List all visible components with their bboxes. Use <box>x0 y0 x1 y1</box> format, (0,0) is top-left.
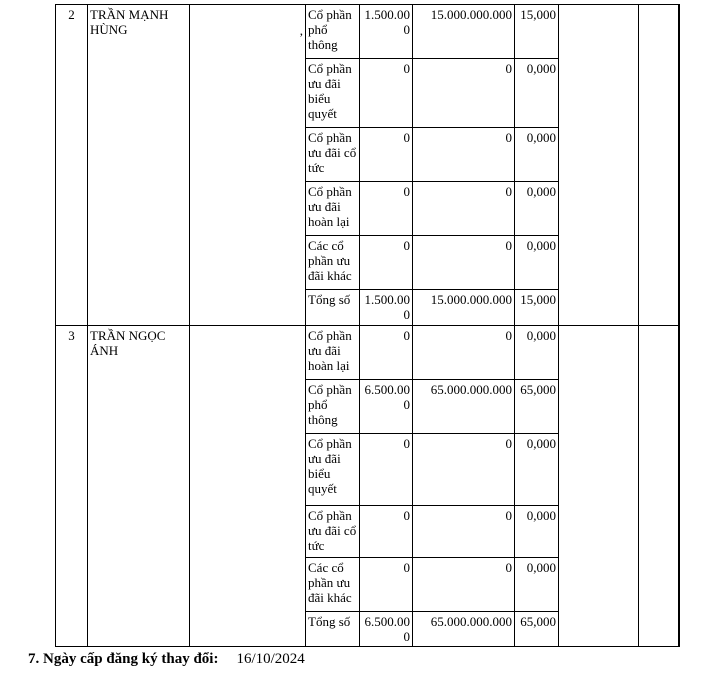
share-type: Cổ phần ưu đãi hoàn lại <box>306 182 360 236</box>
table-row <box>56 5 680 59</box>
share-value: 15.000.000.000 <box>413 5 515 59</box>
share-type: Cổ phần phổ thông <box>306 5 360 59</box>
share-value: 0 <box>413 434 515 506</box>
blank-cell <box>679 5 680 326</box>
registration-date-line <box>28 651 305 668</box>
share-value-total: 65.000.000.000 <box>413 612 515 647</box>
share-qty: 0 <box>360 128 413 182</box>
share-qty: 0 <box>360 506 413 558</box>
share-qty: 0 <box>360 558 413 612</box>
share-qty: 0 <box>360 434 413 506</box>
share-pct-total: 15,000 <box>515 290 559 326</box>
share-pct: 0,000 <box>515 236 559 290</box>
share-qty: 0 <box>360 182 413 236</box>
share-pct: 0,000 <box>515 182 559 236</box>
share-qty: 0 <box>360 326 413 380</box>
blank-cell <box>559 5 639 326</box>
blank-cell <box>190 326 306 647</box>
share-qty: 1.500.000 <box>360 5 413 59</box>
registration-date-label: 7. Ngày cấp đăng ký thay đổi: <box>28 651 219 667</box>
stt-cell: 2 <box>56 5 88 326</box>
share-pct-total: 65,000 <box>515 612 559 647</box>
share-qty: 6.500.000 <box>360 380 413 434</box>
share-qty-total: 6.500.000 <box>360 612 413 647</box>
share-pct: 0,000 <box>515 326 559 380</box>
share-pct: 15,000 <box>515 5 559 59</box>
share-value: 0 <box>413 326 515 380</box>
shareholder-table <box>55 4 680 647</box>
share-type: Cổ phần ưu đãi cổ tức <box>306 128 360 182</box>
blank-cell <box>190 5 306 326</box>
share-value: 0 <box>413 236 515 290</box>
share-type: Cổ phần ưu đãi hoàn lại <box>306 326 360 380</box>
registration-date-value: 16/10/2024 <box>236 651 305 667</box>
table-row <box>56 326 680 380</box>
share-value: 0 <box>413 558 515 612</box>
share-qty-total: 1.500.000 <box>360 290 413 326</box>
shareholder-name: TRẦN MẠNH HÙNG <box>88 5 190 326</box>
share-type: Các cổ phần ưu đãi khác <box>306 236 360 290</box>
share-type: Cổ phần ưu đãi biểu quyết <box>306 59 360 128</box>
blank-cell <box>639 5 679 326</box>
share-value: 0 <box>413 506 515 558</box>
share-type: Cổ phần ưu đãi cổ tức <box>306 506 360 558</box>
share-type-total: Tổng số <box>306 612 360 647</box>
share-pct: 0,000 <box>515 558 559 612</box>
share-pct: 0,000 <box>515 506 559 558</box>
share-type: Các cổ phần ưu đãi khác <box>306 558 360 612</box>
share-type: Cổ phần phổ thông <box>306 380 360 434</box>
share-pct: 0,000 <box>515 128 559 182</box>
shareholder-name: TRẦN NGỌC ÁNH <box>88 326 190 647</box>
share-type-total: Tổng số <box>306 290 360 326</box>
share-value: 0 <box>413 182 515 236</box>
share-type: Cổ phần ưu đãi biểu quyết <box>306 434 360 506</box>
share-pct: 0,000 <box>515 434 559 506</box>
share-pct: 0,000 <box>515 59 559 128</box>
blank-cell <box>559 326 639 647</box>
blank-cell <box>639 326 679 647</box>
share-value: 0 <box>413 128 515 182</box>
share-value: 0 <box>413 59 515 128</box>
share-qty: 0 <box>360 59 413 128</box>
share-value: 65.000.000.000 <box>413 380 515 434</box>
share-value-total: 15.000.000.000 <box>413 290 515 326</box>
blank-cell <box>679 326 680 647</box>
stt-cell: 3 <box>56 326 88 647</box>
share-pct: 65,000 <box>515 380 559 434</box>
stray-mark: , <box>299 23 303 38</box>
share-qty: 0 <box>360 236 413 290</box>
